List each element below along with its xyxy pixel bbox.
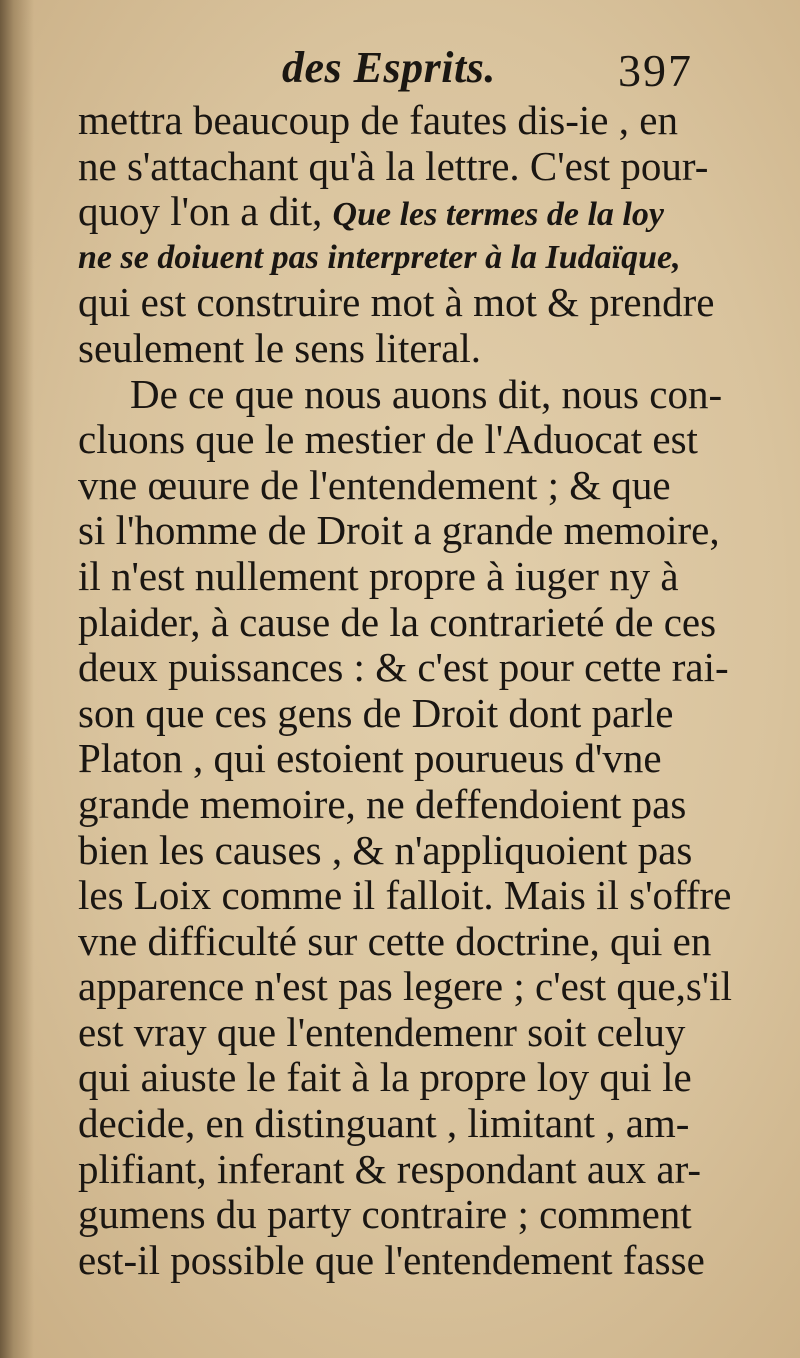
page-header [0, 42, 800, 100]
binding-shadow [0, 0, 34, 1358]
text-line: est-il possible que l'entendement fasse [78, 1236, 705, 1283]
paragraph-start-line: De ce que nous auons dit, nous con- [130, 370, 723, 417]
text-line: cluons que le mestier de l'Aduocat est [78, 416, 698, 463]
text-line: plaider, à cause de la contrarieté de ces [78, 598, 717, 645]
running-head: des Esprits. [282, 43, 496, 92]
text-line: est vray que l'entendemenr soit celuy [78, 1008, 686, 1055]
body-text [78, 98, 748, 1283]
text-line: gumens du party contraire ; comment [78, 1191, 692, 1238]
text-line: qui est construire mot à mot & prendre [78, 279, 715, 326]
text-line: vne œuure de l'entendement ; & que [78, 461, 671, 508]
italic-quote: Que les termes de la loy [332, 196, 664, 234]
text-line: bien les causes , & n'appliquoient pas [78, 826, 693, 873]
text-line: deux puissances : & c'est pour cette rai- [78, 644, 729, 691]
text-line: Platon , qui estoient pourueus d'vne [78, 735, 662, 782]
text-line: qui aiuste le fait à la propre loy qui le [78, 1054, 692, 1101]
text-line: apparence n'est pas legere ; c'est que,s'il [78, 963, 732, 1010]
text-line: il n'est nullement propre à iuger ny à [78, 552, 679, 599]
page-number: 397 [618, 45, 693, 96]
text-line: ne s'attachant qu'à la lettre. C'est pour- [78, 142, 709, 189]
text-line: quoy l'on a dit, Que les termes de la loy [78, 188, 664, 235]
text-line: ne se doiuent pas interpreter à la Iudaïque, [78, 238, 681, 276]
text-line: vne difficulté sur cette doctrine, qui en [78, 917, 712, 964]
text-line: seulement le sens literal. [78, 324, 482, 371]
text-line: decide, en distinguant , limitant , am- [78, 1100, 690, 1147]
text-line: les Loix comme il falloit. Mais il s'offre [78, 872, 732, 919]
text-line: son que ces gens de Droit dont parle [78, 689, 674, 736]
text-line: si l'homme de Droit a grande memoire, [78, 507, 720, 554]
text-line: grande memoire, ne deffendoient pas [78, 780, 687, 827]
text-line: plifiant, inferant & respondant aux ar- [78, 1145, 702, 1192]
text-line: mettra beaucoup de fautes dis-ie , en [78, 97, 678, 143]
